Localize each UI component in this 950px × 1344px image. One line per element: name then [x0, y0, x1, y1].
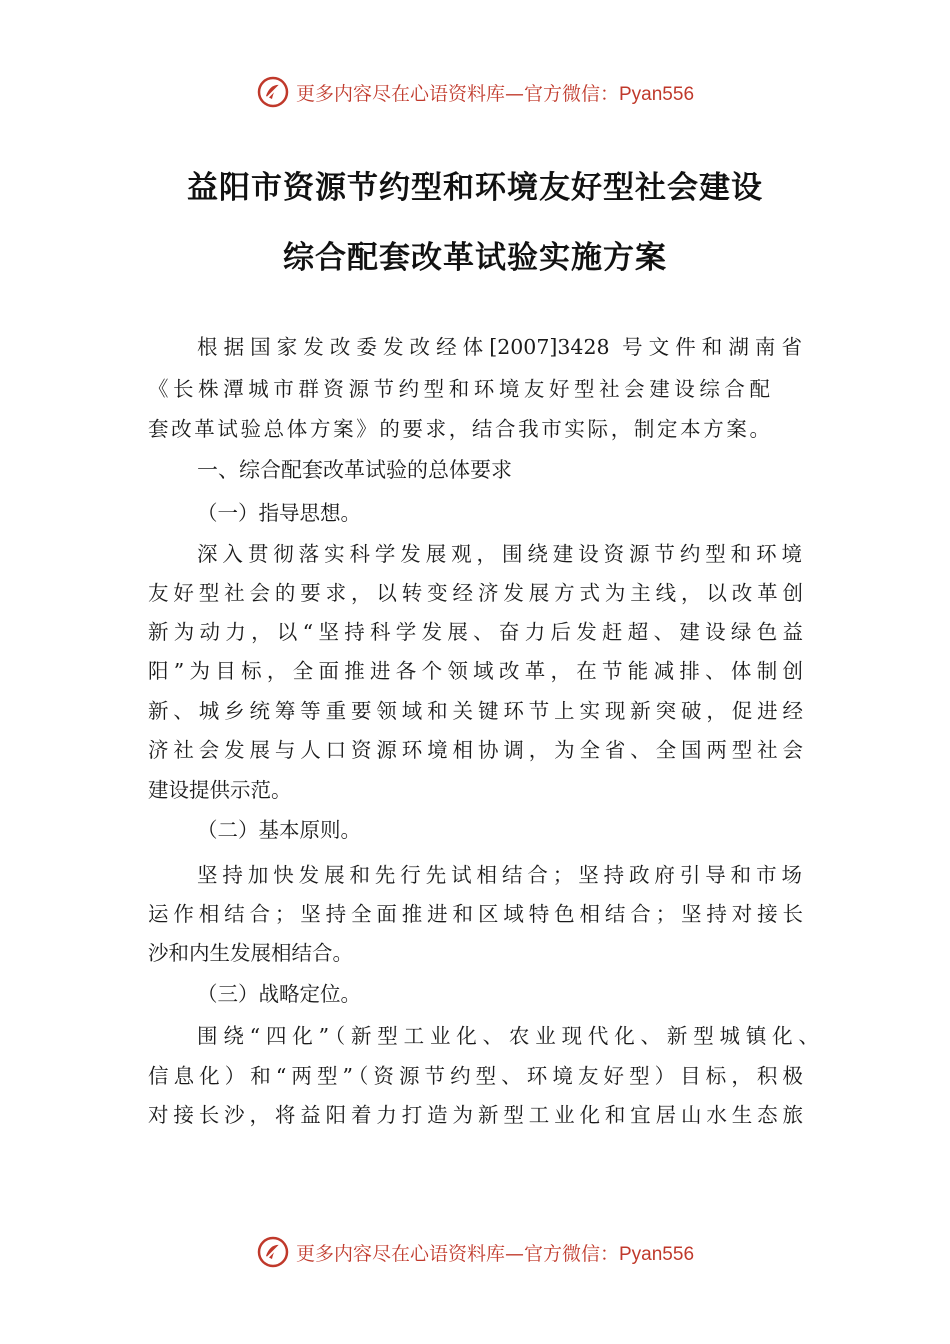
watermark-logo-icon: [256, 75, 290, 109]
subsection-3-heading: （三）战略定位。: [197, 982, 361, 1006]
para1-line-2: 友好型社会的要求，以转变经济发展方式为主线，以改革创: [148, 581, 803, 605]
watermark-logo-icon: [256, 1235, 290, 1269]
para2-line-1: 坚持加快发展和先行先试相结合；坚持政府引导和市场: [197, 863, 802, 887]
para2-line-2: 运作相结合；坚持全面推进和区域特色相结合；坚持对接长: [148, 902, 803, 926]
para1-line-4: 阳”为目标，全面推进各个领域改革，在节能减排、体制创: [148, 659, 803, 683]
document-title-line-2: 综合配套改革试验实施方案: [283, 240, 667, 276]
watermark-banner-top: [0, 72, 950, 112]
watermark-handle: Pyan556: [619, 1243, 695, 1265]
para3-line-3: 对接长沙，将益阳着力打造为新型工业化和宜居山水生态旅: [148, 1103, 803, 1127]
para3-line-1: 围绕“四化”（新型工业化、农业现代化、新型城镇化、: [197, 1024, 819, 1048]
watermark-handle: Pyan556: [619, 83, 695, 105]
watermark-label: 更多内容尽在心语资料库—官方微信：: [295, 1242, 619, 1265]
subsection-2-heading: （二）基本原则。: [197, 818, 361, 842]
para1-line-3: 新为动力，以“坚持科学发展、奋力后发赶超、建设绿色益: [148, 620, 803, 644]
para1-line-1: 深入贯彻落实科学发展观，围绕建设资源节约型和环境: [197, 542, 802, 566]
para1-line-5: 新、城乡统筹等重要领域和关键环节上实现新突破，促进经: [148, 699, 803, 723]
watermark-text: [296, 79, 694, 106]
watermark-text: [296, 1239, 694, 1266]
para1-line-7: 建设提供示范。: [148, 778, 292, 802]
intro-line-2: 《长株潭城市群资源节约型和环境友好型社会建设综合配: [148, 377, 770, 401]
watermark-label: 更多内容尽在心语资料库—官方微信：: [295, 82, 619, 105]
para3-line-2: 信息化）和“两型”（资源节约型、环境友好型）目标，积极: [148, 1064, 803, 1088]
intro-line-1: 根据国家发改委发改经体[2007]3428 号文件和湖南省: [197, 335, 802, 359]
para1-line-6: 济社会发展与人口资源环境相协调，为全省、全国两型社会: [148, 738, 803, 762]
para2-line-3: 沙和内生发展相结合。: [148, 941, 353, 965]
subsection-1-heading: （一）指导思想。: [197, 501, 361, 525]
intro-line-3: 套改革试验总体方案》的要求，结合我市实际，制定本方案。: [148, 417, 770, 441]
watermark-banner-bottom: [0, 1232, 950, 1272]
document-title-line-1: 益阳市资源节约型和环境友好型社会建设: [187, 170, 763, 206]
section-1-heading: 一、综合配套改革试验的总体要求: [197, 458, 512, 482]
